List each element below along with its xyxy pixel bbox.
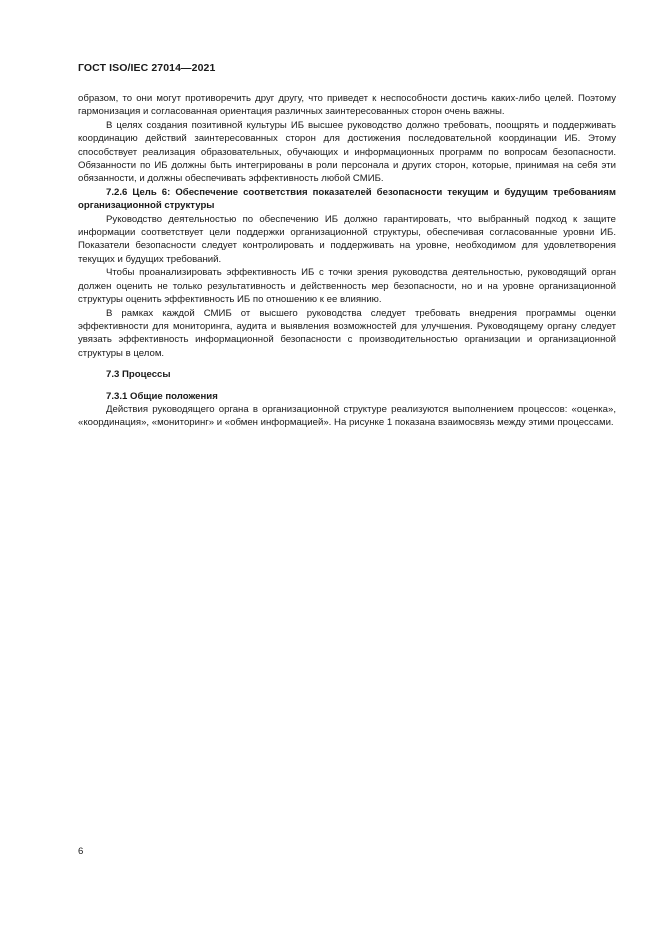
document-body bbox=[78, 92, 616, 430]
paragraph-evaluation-program: В рамках каждой СМИБ от высшего руководства следует требовать внедрения программы оценки эффективности для мониторинга, аудита и выявления возможностей для улучшения. Руководящему органу следует увязать эффективность информационной безопасности с производительностью организации и организационной структуры в целом. bbox=[78, 307, 616, 359]
section-heading-7-3-1: 7.3.1 Общие положения bbox=[106, 390, 218, 402]
section-heading-7-2-6: 7.2.6 Цель 6: Обеспечение соответствия показателей безопасности текущим и будущим требованиям организационной структуры bbox=[78, 186, 616, 212]
paragraph-effectiveness-analysis: Чтобы проанализировать эффективность ИБ с точки зрения руководства деятельностью, руководящий орган должен оценить не только результативность и действенность мер безопасности, но и на уровне организационной структуры оценить эффективность ИБ по отношению к ее влиянию. bbox=[78, 267, 616, 306]
page-number: 6 bbox=[78, 846, 84, 857]
paragraph-processes: Действия руководящего органа в организационной структуре реализуются выполнением процессов: «оценка», «координация», «мониторинг» и «обмен информацией». На рисунке 1 показана взаимосвязь между этими процессами. bbox=[78, 403, 616, 429]
section-heading-7-3: 7.3 Процессы bbox=[106, 369, 171, 381]
paragraph-security-culture: В целях создания позитивной культуры ИБ высшее руководство должно требовать, поощрять и поддерживать координацию действий заинтересованных сторон для достижения последовательной координации ИБ. Этому способствует реализация образовательных, обучающих и информационных программ по вопросам безопасности. Обязанности по ИБ должны быть интегрированы в роли персонала и других сторон, которые, принимая на себя эти обязанности, и должны обеспечивать эффективность любой СМИБ. bbox=[78, 119, 616, 185]
document-header: ГОСТ ISO/IEC 27014—2021 bbox=[78, 62, 216, 74]
paragraph-security-approach: Руководство деятельностью по обеспечению ИБ должно гарантировать, что выбранный подход к защите информации соответствует цели поддержки организационной структуры, обеспечивая согласованные уровни ИБ. Показатели безопасности следует контролировать и поддерживать на уровне, необходимом для удовлетворения текущих и будущих требований. bbox=[78, 213, 616, 265]
paragraph-continuation: образом, то они могут противоречить друг другу, что приведет к неспособности достичь каких-либо целей. Поэтому гармонизация и согласованная ориентация различных заинтересованных сторон очень важны. bbox=[78, 93, 616, 118]
